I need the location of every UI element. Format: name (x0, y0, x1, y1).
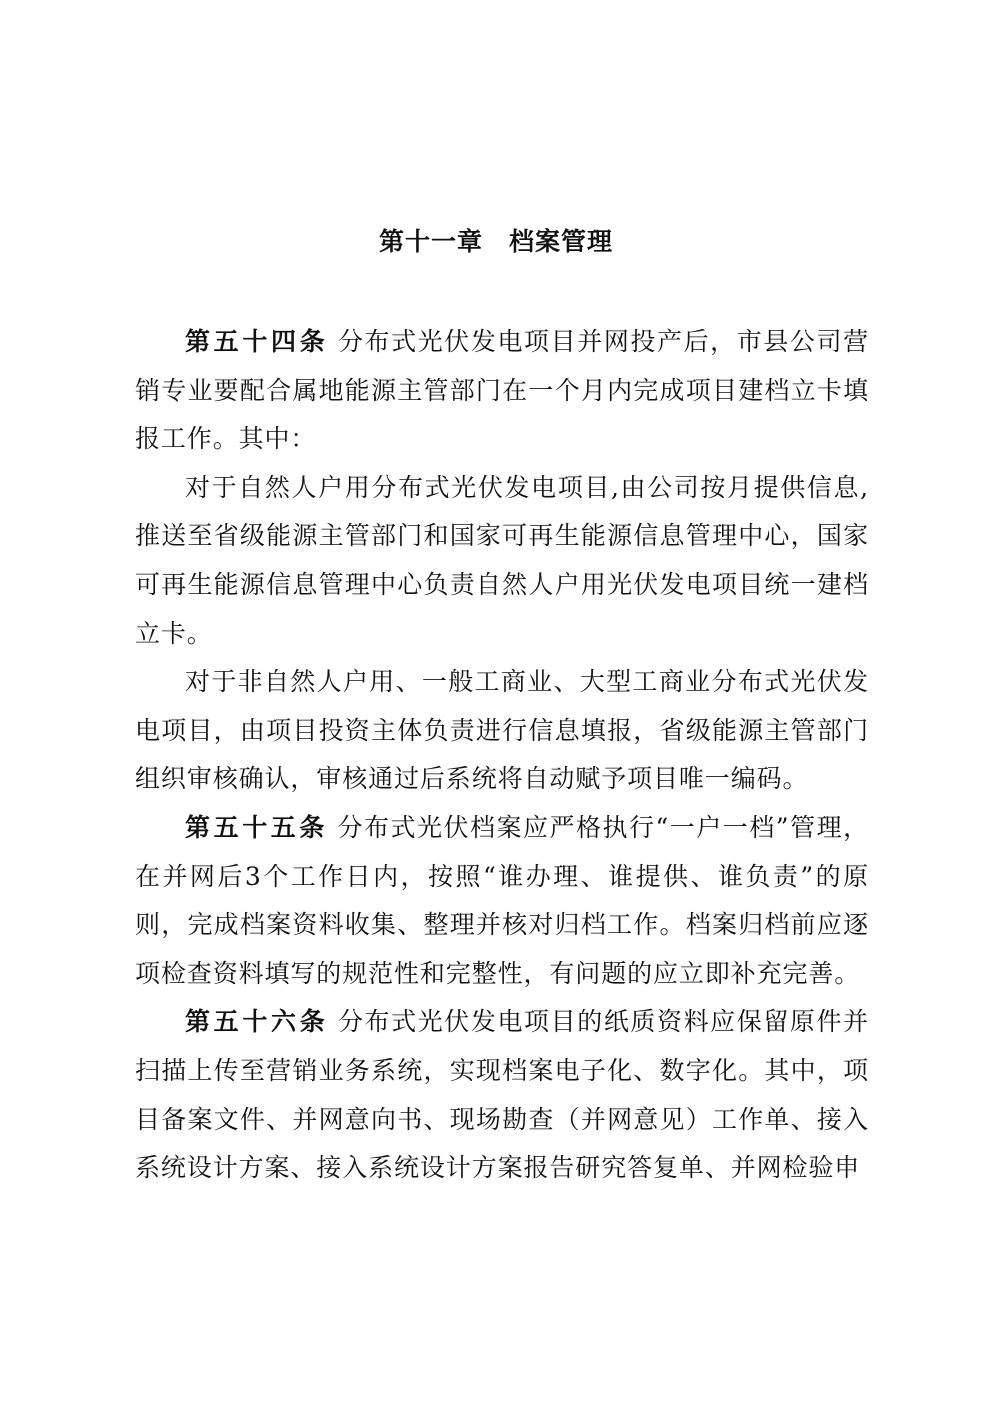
article-54-sub-2-text: 对于非自然人户用、一般工商业、大型工商业分布式光伏发电项目，由项目投资主体负责进行信息填报，省级能源主管部门组织审核确认，审核通过后系统将自动赋予项目唯一编码。 (135, 667, 869, 794)
article-54-sub-1-text: 对于自然人户用分布式光伏发电项目,由公司按月提供信息,推送至省级能源主管部门和国家可再生能源信息管理中心，国家可再生能源信息管理中心负责自然人户用光伏发电项目统一建档立卡。 (135, 472, 869, 648)
article-54-paragraph (135, 318, 869, 464)
article-55-heading: 第五十五条 (185, 812, 329, 842)
article-54-text: 分布式光伏发电项目并网投产后，市县公司营销专业要配合属地能源主管部门在一个月内完成项目建档立卡填报工作。其中： (135, 327, 869, 454)
article-56-heading: 第五十六条 (185, 1007, 329, 1037)
article-54-subparagraph-1 (135, 464, 869, 658)
article-55-text: 分布式光伏档案应严格执行“一户一档”管理，在并网后3个工作日内，按照“谁办理、谁提供、谁负责”的原则，完成档案资料收集、整理并核对归档工作。档案归档前应逐项检查资料填写的规范性和完整性，有问题的应立即补充完善。 (135, 812, 869, 988)
article-56-text: 分布式光伏发电项目的纸质资料应保留原件并扫描上传至营销业务系统，实现档案电子化、数字化。其中，项目备案文件、并网意向书、现场勘查（并网意见）工作单、接入系统设计方案、接入系统设计方案报告研究答复单、并网检验申 (135, 1007, 869, 1183)
chapter-title: 第十一章 档案管理 (378, 227, 613, 256)
article-54-heading: 第五十四条 (185, 327, 329, 356)
document-body (135, 318, 869, 1193)
article-54-subparagraph-2 (135, 658, 869, 804)
article-55-paragraph (135, 804, 869, 998)
article-56-paragraph (135, 998, 869, 1192)
